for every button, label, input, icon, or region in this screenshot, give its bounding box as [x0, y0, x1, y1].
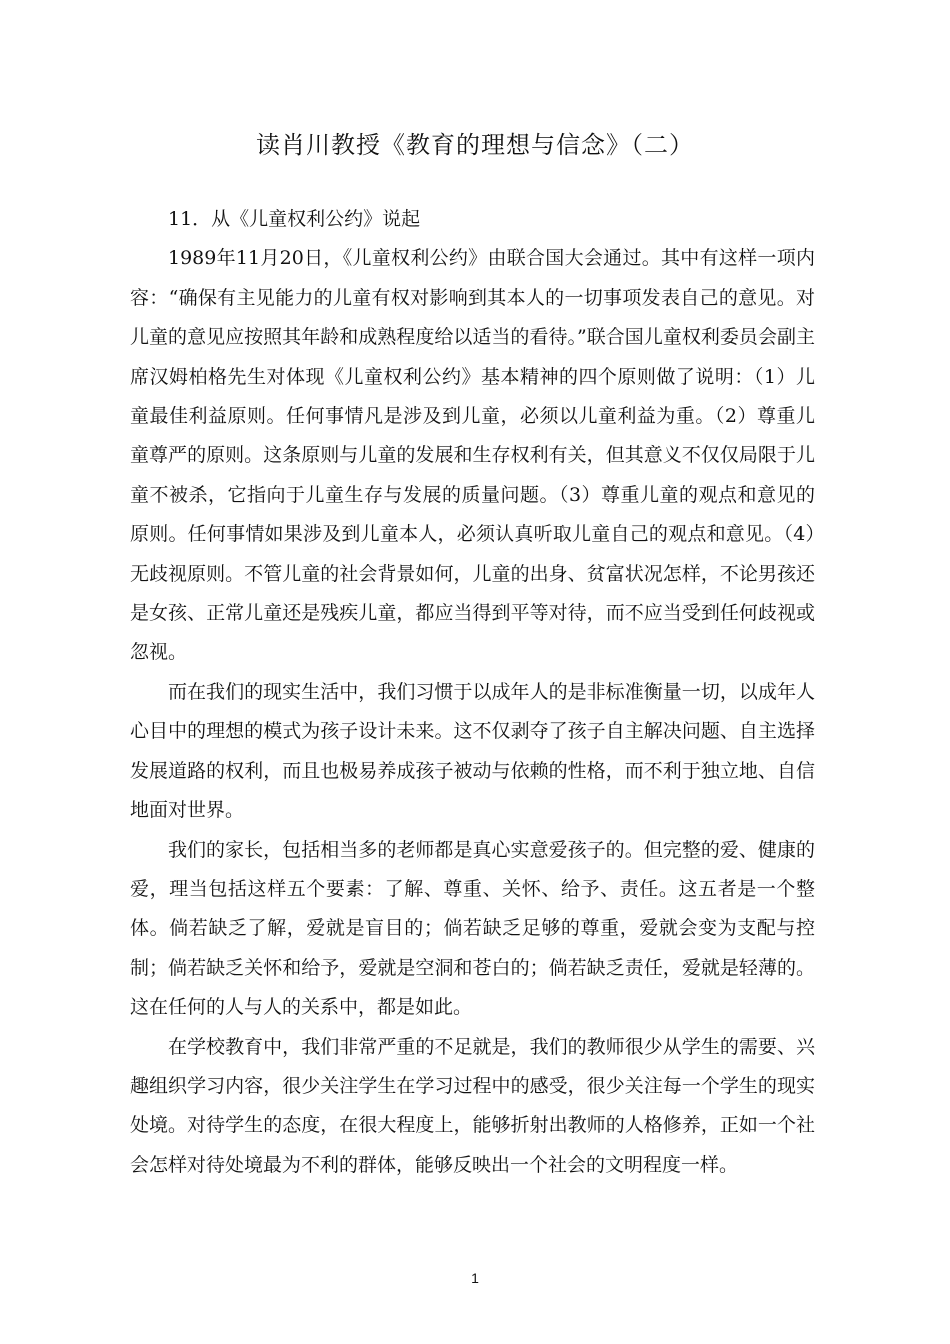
section-heading: 11．从《儿童权利公约》说起: [168, 208, 421, 230]
page-number: 1: [471, 1270, 479, 1286]
document-title: 读肖川教授《教育的理想与信念》（二）: [256, 131, 694, 159]
paragraph-4: 在学校教育中，我们非常严重的不足就是，我们的教师很少从学生的需要、兴趣组织学习内容，很少关注学生在学习过程中的感受，很少关注每一个学生的现实处境。对待学生的态度，在很大程度上，能够折射出教师的人格修养，正如一个社会怎样对待处境最为不利的群体，能够反映出一个社会的文明程度一样。: [130, 1035, 815, 1176]
document-body: [130, 200, 815, 1185]
paragraph-1: 1989年11月20日，《儿童权利公约》由联合国大会通过。其中有这样一项内容：“确保有主见能力的儿童有权对影响到其本人的一切事项发表自己的意见。对儿童的意见应按照其年龄和成熟程度给以适当的看待。”联合国儿童权利委员会副主席汉姆柏格先生对体现《儿童权利公约》基本精神的四个原则做了说明：（1）儿童最佳利益原则。任何事情凡是涉及到儿童，必须以儿童利益为重。（2）尊重儿童尊严的原则。这条原则与儿童的发展和生存权利有关，但其意义不仅仅局限于儿童不被杀，它指向于儿童生存与发展的质量问题。（3）尊重儿童的观点和意见的原则。任何事情如果涉及到儿童本人，必须认真听取儿童自己的观点和意见。（4）无歧视原则。不管儿童的社会背景如何，儿童的出身、贫富状况怎样，不论男孩还是女孩、正常儿童还是残疾儿童，都应当得到平等对待，而不应当受到任何歧视或忽视。: [130, 247, 815, 664]
paragraph-2: 而在我们的现实生活中，我们习惯于以成年人的是非标准衡量一切，以成年人心目中的理想的模式为孩子设计未来。这不仅剥夺了孩子自主解决问题、自主选择发展道路的权利，而且也极易养成孩子被动与依赖的性格，而不利于独立地、自信地面对世界。: [130, 680, 815, 822]
paragraph-3: 我们的家长，包括相当多的老师都是真心实意爱孩子的。但完整的爱、健康的爱，理当包括这样五个要素：了解、尊重、关怀、给予、责任。这五者是一个整体。倘若缺乏了解，爱就是盲目的；倘若缺乏足够的尊重，爱就会变为支配与控制；倘若缺乏关怀和给予，爱就是空洞和苍白的；倘若缺乏责任，爱就是轻薄的。这在任何的人与人的关系中，都是如此。: [130, 838, 815, 1019]
